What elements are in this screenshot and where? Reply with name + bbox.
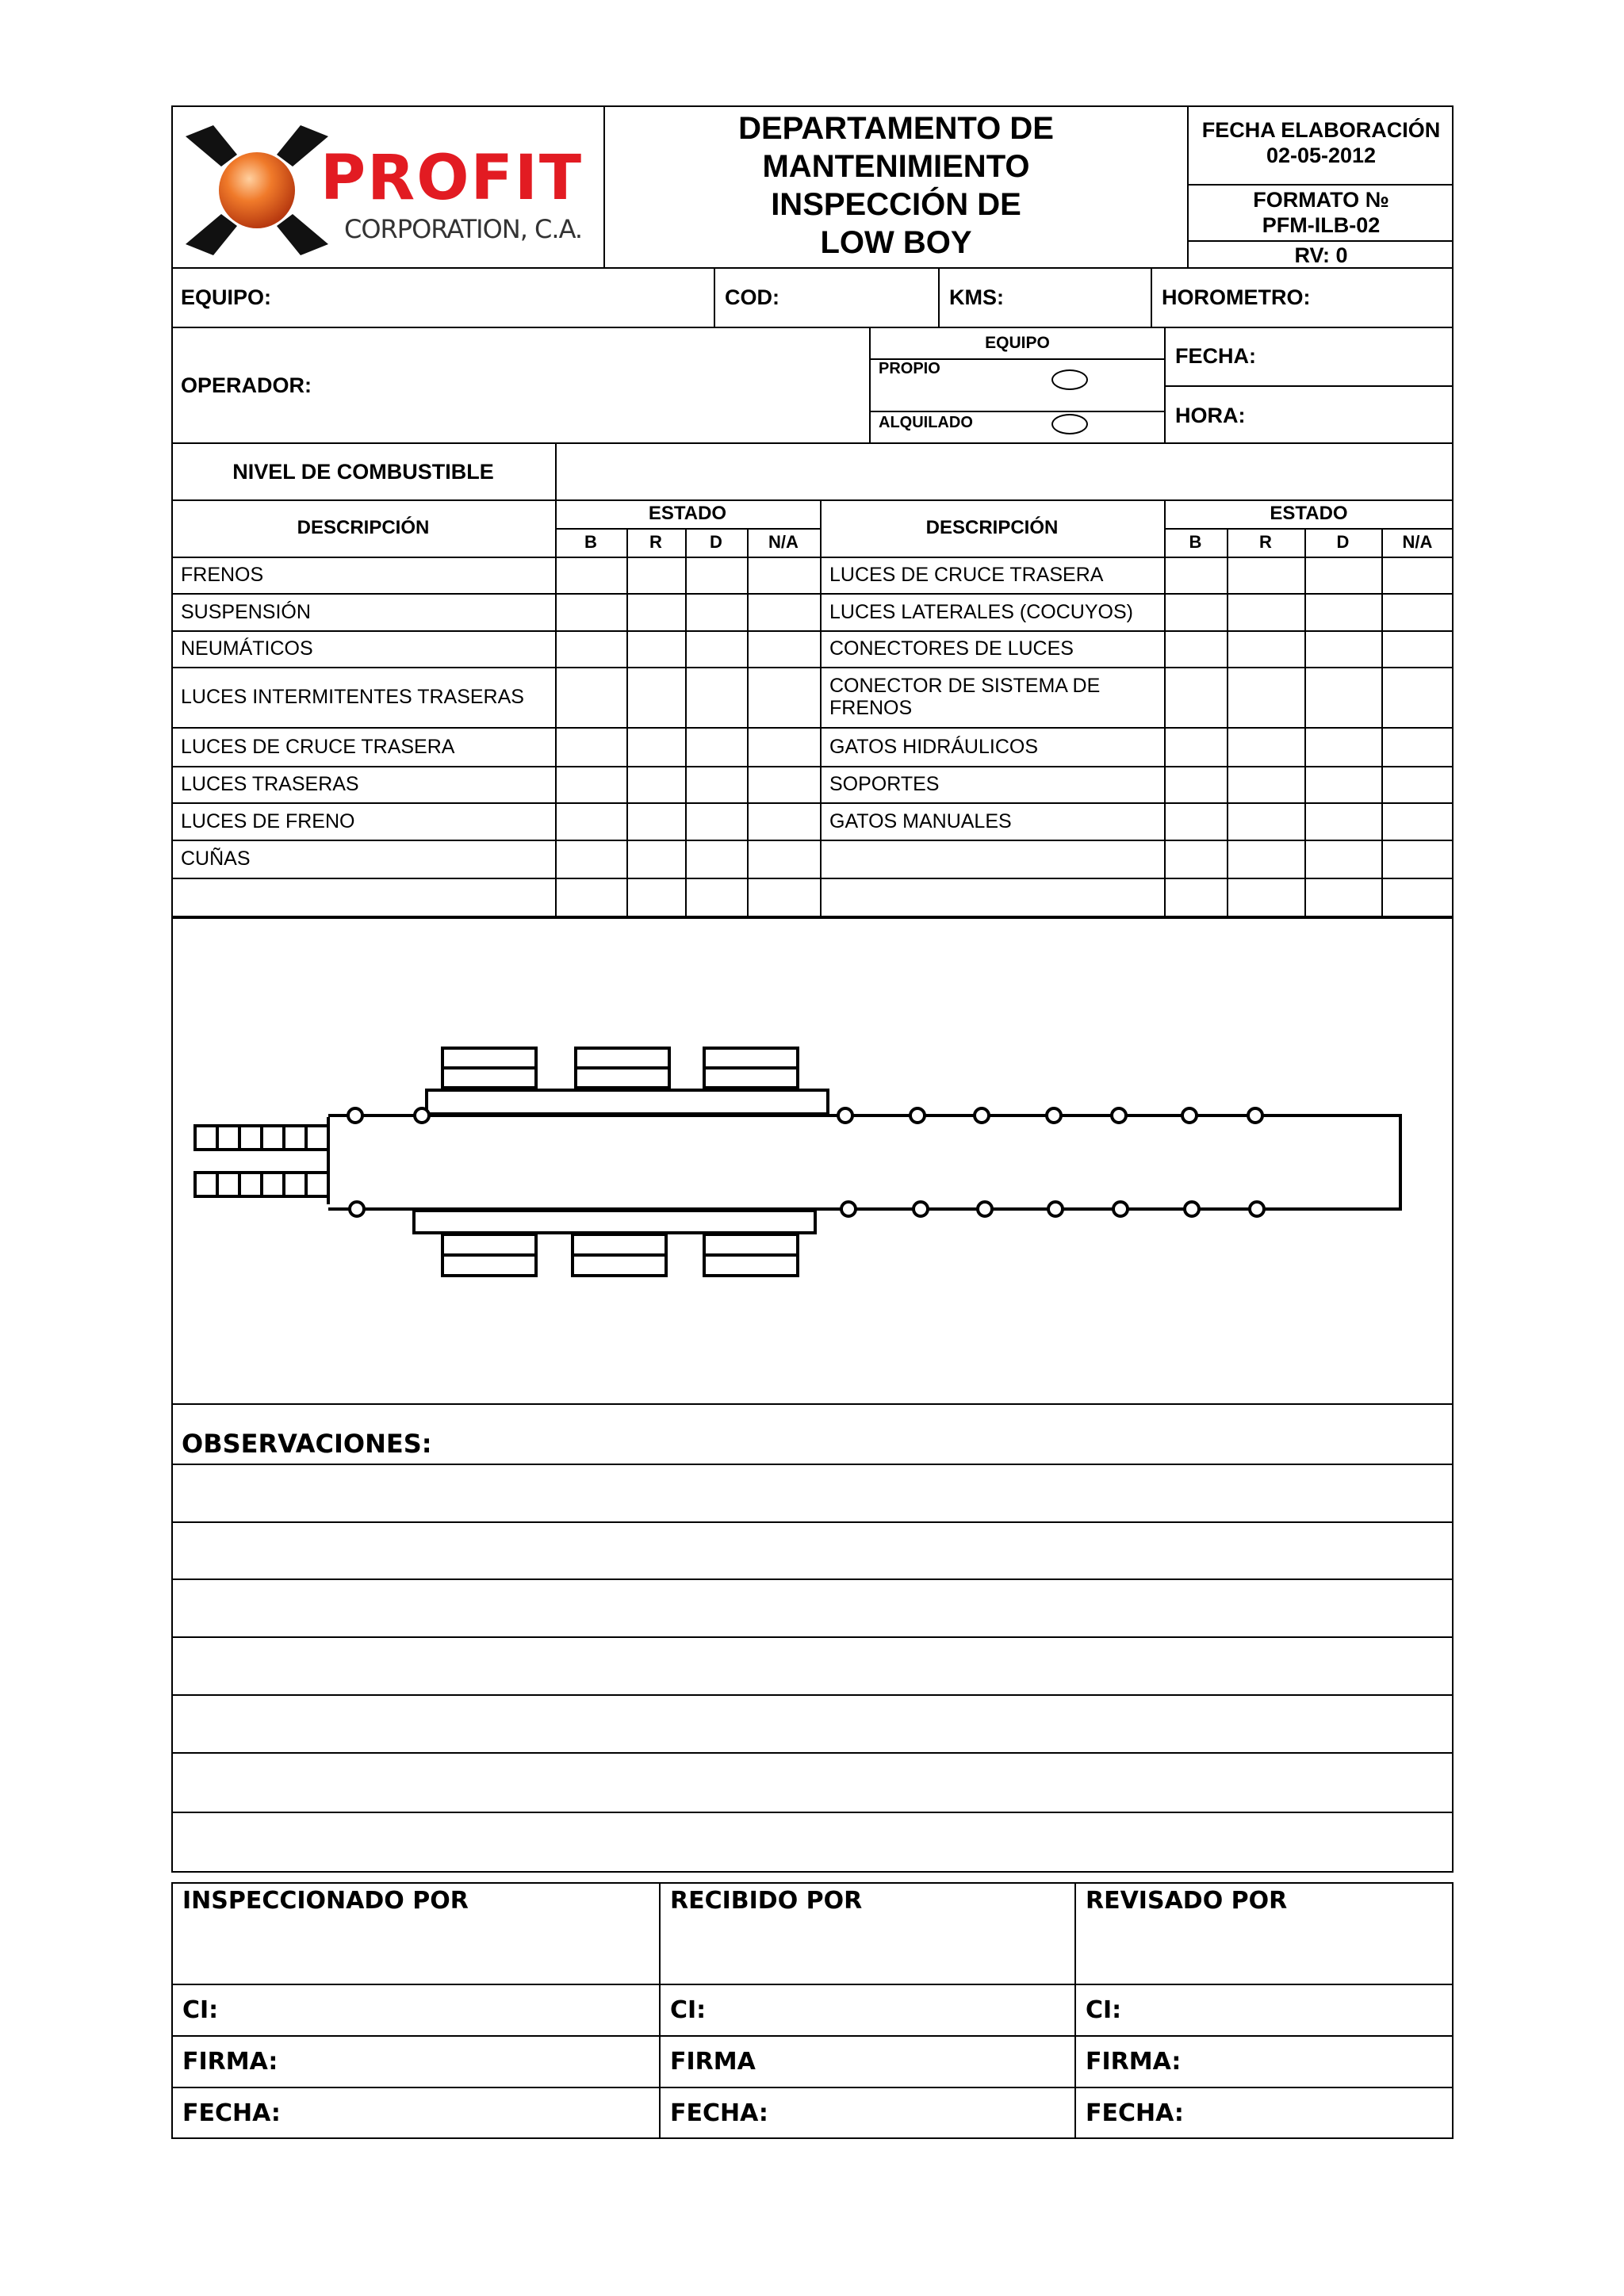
estado-checkbox[interactable] xyxy=(687,841,747,878)
estado-checkbox[interactable] xyxy=(557,879,626,917)
company-subtitle: CORPORATION, C.A. xyxy=(344,214,583,244)
estado-checkbox[interactable] xyxy=(749,804,820,840)
estado-checkbox[interactable] xyxy=(557,632,626,667)
estado-checkbox[interactable] xyxy=(749,767,820,802)
observaciones-input-line[interactable] xyxy=(173,1465,1452,1520)
estado-checkbox[interactable] xyxy=(628,879,685,917)
estado-checkbox[interactable] xyxy=(1383,804,1454,840)
estado-checkbox[interactable] xyxy=(687,767,747,802)
estado-col-na: N/A xyxy=(768,532,799,552)
propio-label: PROPIO xyxy=(879,360,940,377)
estado-checkbox[interactable] xyxy=(1228,767,1304,802)
title-line-2: MANTENIMIENTO xyxy=(762,149,1030,184)
estado-checkbox[interactable] xyxy=(1166,879,1227,917)
estado-checkbox[interactable] xyxy=(557,558,626,593)
alquilado-radio[interactable] xyxy=(1051,414,1088,434)
estado-checkbox[interactable] xyxy=(1166,841,1227,878)
checklist-item-left: LUCES DE FRENO xyxy=(181,809,355,832)
checklist-item-left: SUSPENSIÓN xyxy=(181,600,311,623)
estado-checkbox[interactable] xyxy=(1228,632,1304,667)
checklist-item-left: FRENOS xyxy=(181,564,264,586)
estado-checkbox[interactable] xyxy=(557,841,626,878)
estado-checkbox[interactable] xyxy=(1306,595,1381,630)
estado-checkbox[interactable] xyxy=(1383,729,1454,766)
observaciones-input-line[interactable] xyxy=(173,1813,1452,1868)
estado-checkbox[interactable] xyxy=(749,558,820,593)
estado-col-d: D xyxy=(710,532,722,552)
checklist-item-right: GATOS HIDRÁULICOS xyxy=(829,735,1039,758)
estado-checkbox[interactable] xyxy=(749,841,820,878)
recibido-firma[interactable]: FIRMA xyxy=(670,2048,756,2076)
estado-checkbox[interactable] xyxy=(557,595,626,630)
descripcion-header-left: DESCRIPCIÓN xyxy=(297,517,430,538)
revisado-firma[interactable]: FIRMA: xyxy=(1086,2048,1182,2076)
observaciones-input-line[interactable] xyxy=(173,1523,1452,1578)
estado-checkbox[interactable] xyxy=(628,632,685,667)
observaciones-input-line[interactable] xyxy=(173,1580,1452,1635)
estado-header-left: ESTADO xyxy=(648,503,727,524)
nivel-combustible-input[interactable] xyxy=(557,444,1452,499)
inspeccionado-firma[interactable]: FIRMA: xyxy=(182,2048,278,2076)
kms-field[interactable]: KMS: xyxy=(949,285,1004,309)
recibido-ci[interactable]: CI: xyxy=(670,1996,707,2024)
nivel-combustible-label: NIVEL DE COMBUSTIBLE xyxy=(232,459,494,484)
fecha-elaboracion xyxy=(1189,117,1454,168)
estado-checkbox[interactable] xyxy=(1166,668,1227,727)
estado-checkbox[interactable] xyxy=(1166,804,1227,840)
estado-checkbox[interactable] xyxy=(557,668,626,727)
estado-checkbox[interactable] xyxy=(1383,632,1454,667)
hora-field[interactable]: HORA: xyxy=(1175,403,1246,427)
checklist-item-right: CONECTORES DE LUCES xyxy=(829,637,1074,660)
title-line-4: LOW BOY xyxy=(820,225,972,260)
observaciones-input-line[interactable] xyxy=(173,1638,1452,1693)
estado-checkbox[interactable] xyxy=(1228,804,1304,840)
title-line-3: INSPECCIÓN DE xyxy=(771,187,1021,222)
estado-checkbox[interactable] xyxy=(1166,595,1227,630)
observaciones-input-line[interactable] xyxy=(173,1696,1452,1751)
inspeccionado-fecha[interactable]: FECHA: xyxy=(182,2099,281,2127)
checklist-item-right xyxy=(820,878,1164,917)
estado-checkbox[interactable] xyxy=(1383,767,1454,802)
checklist-item-right: CONECTOR DE SISTEMA DE FRENOS xyxy=(829,675,1101,719)
estado-checkbox[interactable] xyxy=(687,668,747,727)
estado-checkbox[interactable] xyxy=(1166,632,1227,667)
estado-checkbox[interactable] xyxy=(1228,879,1304,917)
company-logo xyxy=(178,119,598,262)
estado-col-d: D xyxy=(1336,532,1350,552)
checklist-item-right xyxy=(820,840,1164,878)
recibido-title: RECIBIDO POR xyxy=(670,1887,863,1915)
revisado-title: REVISADO POR xyxy=(1086,1887,1288,1915)
horometro-field[interactable]: HOROMETRO: xyxy=(1162,285,1311,309)
estado-checkbox[interactable] xyxy=(687,558,747,593)
lowboy-trailer-diagram xyxy=(171,917,1454,1405)
equipo-group-label: EQUIPO xyxy=(985,334,1050,352)
estado-checkbox[interactable] xyxy=(1383,879,1454,917)
recibido-fecha[interactable]: FECHA: xyxy=(670,2099,768,2127)
estado-checkbox[interactable] xyxy=(749,595,820,630)
estado-col-r: R xyxy=(1259,532,1272,552)
estado-checkbox[interactable] xyxy=(1228,729,1304,766)
observaciones-input-line[interactable] xyxy=(173,1754,1452,1808)
divider xyxy=(871,411,1164,412)
formato-value: PFM-ILB-02 xyxy=(1262,213,1381,237)
fecha-elaboracion-value: 02-05-2012 xyxy=(1266,144,1377,167)
revisado-fecha[interactable]: FECHA: xyxy=(1086,2099,1184,2127)
estado-checkbox[interactable] xyxy=(1306,841,1381,878)
company-name: PROFIT xyxy=(320,143,584,214)
observaciones-label: OBSERVACIONES: xyxy=(182,1429,432,1459)
fecha-elaboracion-label: FECHA ELABORACIÓN xyxy=(1201,118,1441,142)
cod-field[interactable]: COD: xyxy=(725,285,779,309)
estado-checkbox[interactable] xyxy=(687,632,747,667)
checklist-item-right: LUCES LATERALES (COCUYOS) xyxy=(829,600,1133,623)
fecha-field[interactable]: FECHA: xyxy=(1175,343,1256,368)
inspeccionado-ci[interactable]: CI: xyxy=(182,1996,219,2024)
checklist-item-left: LUCES DE CRUCE TRASERA xyxy=(181,735,455,758)
descripcion-header-right: DESCRIPCIÓN xyxy=(925,517,1059,538)
checklist-item-left: NEUMÁTICOS xyxy=(181,637,313,660)
estado-checkbox[interactable] xyxy=(1306,804,1381,840)
estado-checkbox[interactable] xyxy=(1228,668,1304,727)
department-title xyxy=(605,109,1187,262)
checklist-item-left: LUCES TRASERAS xyxy=(181,773,359,795)
estado-checkbox[interactable] xyxy=(628,767,685,802)
inspeccionado-title: INSPECCIONADO POR xyxy=(182,1887,469,1915)
header-hline-1 xyxy=(1187,184,1454,186)
estado-checkbox[interactable] xyxy=(1228,558,1304,593)
checklist-item-right: GATOS MANUALES xyxy=(829,809,1012,832)
estado-col-r: R xyxy=(649,532,662,552)
estado-checkbox[interactable] xyxy=(1166,729,1227,766)
alquilado-label: ALQUILADO xyxy=(879,414,973,431)
estado-checkbox[interactable] xyxy=(1228,841,1304,878)
logo-mark-icon xyxy=(178,119,336,262)
checklist-item-right: SOPORTES xyxy=(829,773,940,795)
estado-checkbox[interactable] xyxy=(1306,729,1381,766)
estado-checkbox[interactable] xyxy=(628,804,685,840)
estado-checkbox[interactable] xyxy=(1228,595,1304,630)
revision: RV: 0 xyxy=(1294,243,1348,267)
estado-checkbox[interactable] xyxy=(687,879,747,917)
estado-checkbox[interactable] xyxy=(557,767,626,802)
checklist-item-right: LUCES DE CRUCE TRASERA xyxy=(829,564,1104,586)
estado-checkbox[interactable] xyxy=(628,729,685,766)
estado-checkbox[interactable] xyxy=(1383,558,1454,593)
estado-checkbox[interactable] xyxy=(749,632,820,667)
estado-col-b: B xyxy=(584,532,597,552)
operador-field[interactable]: OPERADOR: xyxy=(181,373,312,397)
revisado-ci[interactable]: CI: xyxy=(1086,1996,1122,2024)
estado-checkbox[interactable] xyxy=(557,729,626,766)
estado-checkbox[interactable] xyxy=(687,729,747,766)
estado-checkbox[interactable] xyxy=(1166,558,1227,593)
estado-checkbox[interactable] xyxy=(687,595,747,630)
estado-col-na: N/A xyxy=(1402,532,1433,552)
estado-checkbox[interactable] xyxy=(628,841,685,878)
estado-checkbox[interactable] xyxy=(1383,841,1454,878)
estado-checkbox[interactable] xyxy=(1306,879,1381,917)
estado-checkbox[interactable] xyxy=(1306,668,1381,727)
estado-checkbox[interactable] xyxy=(1166,767,1227,802)
estado-checkbox[interactable] xyxy=(749,729,820,766)
formato xyxy=(1189,187,1454,238)
estado-checkbox[interactable] xyxy=(557,804,626,840)
estado-checkbox[interactable] xyxy=(628,595,685,630)
estado-col-b: B xyxy=(1189,532,1202,552)
estado-checkbox[interactable] xyxy=(628,668,685,727)
estado-checkbox[interactable] xyxy=(1383,668,1454,727)
estado-checkbox[interactable] xyxy=(1383,595,1454,630)
checklist-item-left: CUÑAS xyxy=(181,848,251,870)
checklist-item-left: LUCES INTERMITENTES TRASERAS xyxy=(181,686,524,708)
estado-checkbox[interactable] xyxy=(1306,632,1381,667)
equipo-field[interactable]: EQUIPO: xyxy=(181,285,272,309)
estado-checkbox[interactable] xyxy=(749,879,820,917)
title-line-1: DEPARTAMENTO DE xyxy=(738,111,1054,146)
estado-checkbox[interactable] xyxy=(687,804,747,840)
propio-radio[interactable] xyxy=(1051,369,1088,390)
estado-checkbox[interactable] xyxy=(749,668,820,727)
estado-checkbox[interactable] xyxy=(1306,767,1381,802)
checklist-item-left xyxy=(171,878,555,917)
estado-header-right: ESTADO xyxy=(1270,503,1348,524)
estado-checkbox[interactable] xyxy=(628,558,685,593)
estado-checkbox[interactable] xyxy=(1306,558,1381,593)
formato-label: FORMATO № xyxy=(1253,188,1389,212)
